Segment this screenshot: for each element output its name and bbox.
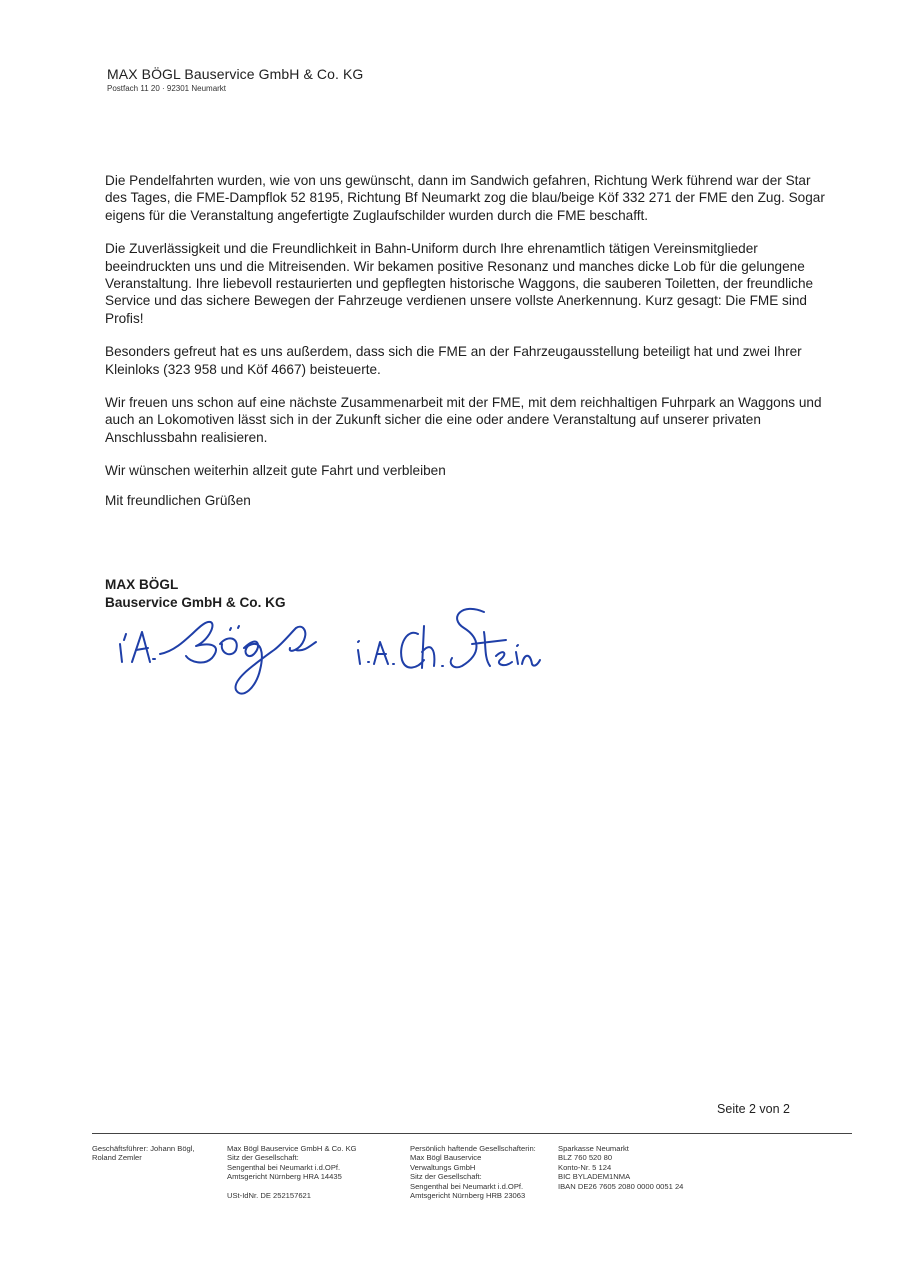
sender-company-name: MAX BÖGL Bauservice GmbH & Co. KG <box>107 66 364 82</box>
footer-line: Verwaltungs GmbH <box>410 1162 476 1172</box>
footer-line: Max Bögl Bauservice <box>410 1153 482 1163</box>
footer-general-partner <box>410 1144 536 1200</box>
signature-1 <box>120 622 316 694</box>
signature-company-line2: Bauservice GmbH & Co. KG <box>105 595 286 610</box>
footer-line: Persönlich haftende Gesellschafterin: <box>410 1144 536 1153</box>
sender-address: Postfach 11 20 · 92301 Neumarkt <box>107 84 227 93</box>
paragraph-shuttle-rides: Die Pendelfahrten wurden, wie von uns gewünscht, dann im Sandwich gefahren, Richtung Werk führend war der Star des Tages, die FME-Dampflok 52 8195, Richtung Bf Neumarkt zog die blau/beige Köf 332 271 der FME den Zug. Sogar eigens für die Veranstaltung angefertigte Zuglaufschilder wurden durch die FME beschafft. <box>105 173 825 223</box>
paragraph-greeting: Mit freundlichen Grüßen <box>105 492 251 508</box>
footer-company-registry <box>227 1144 357 1200</box>
handwritten-signatures <box>112 604 542 708</box>
signature-2 <box>358 609 540 668</box>
footer-line: Sitz der Gesellschaft: <box>410 1172 482 1182</box>
footer-line: Sitz der Gesellschaft: <box>227 1153 299 1163</box>
signature-company-line1: MAX BÖGL <box>105 577 179 592</box>
footer-line: Sparkasse Neumarkt <box>558 1144 629 1153</box>
footer-line: Amtsgericht Nürnberg HRA 14435 <box>227 1172 342 1182</box>
paragraph-future-cooperation: Wir freuen uns schon auf eine nächste Zusammenarbeit mit der FME, mit dem reichhaltigen Fuhrpark an Waggons und auch an Lokomotiven lässt sich in der Zukunft sicher die eine oder andere Veranstaltung auf unserer privaten Anschlussbahn realisieren. <box>105 395 822 445</box>
footer-vat-id: USt-IdNr. DE 252157621 <box>227 1190 312 1200</box>
footer-line: Max Bögl Bauservice GmbH & Co. KG <box>227 1144 357 1153</box>
paragraph-closing-wish: Wir wünschen weiterhin allzeit gute Fahrt und verbleiben <box>105 463 446 479</box>
footer-divider <box>92 1133 852 1134</box>
footer-spacer <box>227 1182 357 1191</box>
sender-block <box>107 66 363 93</box>
paragraph-reliability: Die Zuverlässigkeit und die Freundlichkeit in Bahn-Uniform durch Ihre ehrenamtlich tätigen Vereinsmitglieder beeindruckten uns und die Mitreisenden. Wir bekamen positive Resonanz und manches dicke Lob für die gelungene Veranstaltung. Ihre liebevoll restaurierten und gepflegten historische Waggons, die sauberen Toiletten, der freundliche Service und das sichere Bewegen der Fahrzeuge verdienen unsere vollste Anerkennung. Kurz gesagt: Die FME sind Profis! <box>105 241 814 326</box>
footer-line: Geschäftsführer: Johann Bögl, <box>92 1144 195 1153</box>
footer-line: BLZ 760 520 80 <box>558 1153 613 1163</box>
footer-line: Sengenthal bei Neumarkt i.d.OPf. <box>410 1181 524 1191</box>
footer-line: BIC BYLADEM1NMA <box>558 1172 631 1182</box>
footer-line: Roland Zemler <box>92 1153 142 1163</box>
paragraph-exhibition: Besonders gefreut hat es uns außerdem, dass sich die FME an der Fahrzeugausstellung beteiligt hat und zwei Ihrer Kleinloks (323 958 und Köf 4667) beisteuerte. <box>105 344 802 377</box>
footer-line: Sengenthal bei Neumarkt i.d.OPf. <box>227 1162 341 1172</box>
footer-line: IBAN DE26 7605 2080 0000 0051 24 <box>558 1181 684 1191</box>
footer-management <box>92 1144 195 1163</box>
letter-body <box>105 172 825 525</box>
footer-bank-details <box>558 1144 683 1191</box>
page-number: Seite 2 von 2 <box>717 1102 790 1116</box>
footer-line: Amtsgericht Nürnberg HRB 23063 <box>410 1191 526 1201</box>
footer-line: Konto-Nr. 5 124 <box>558 1162 612 1172</box>
